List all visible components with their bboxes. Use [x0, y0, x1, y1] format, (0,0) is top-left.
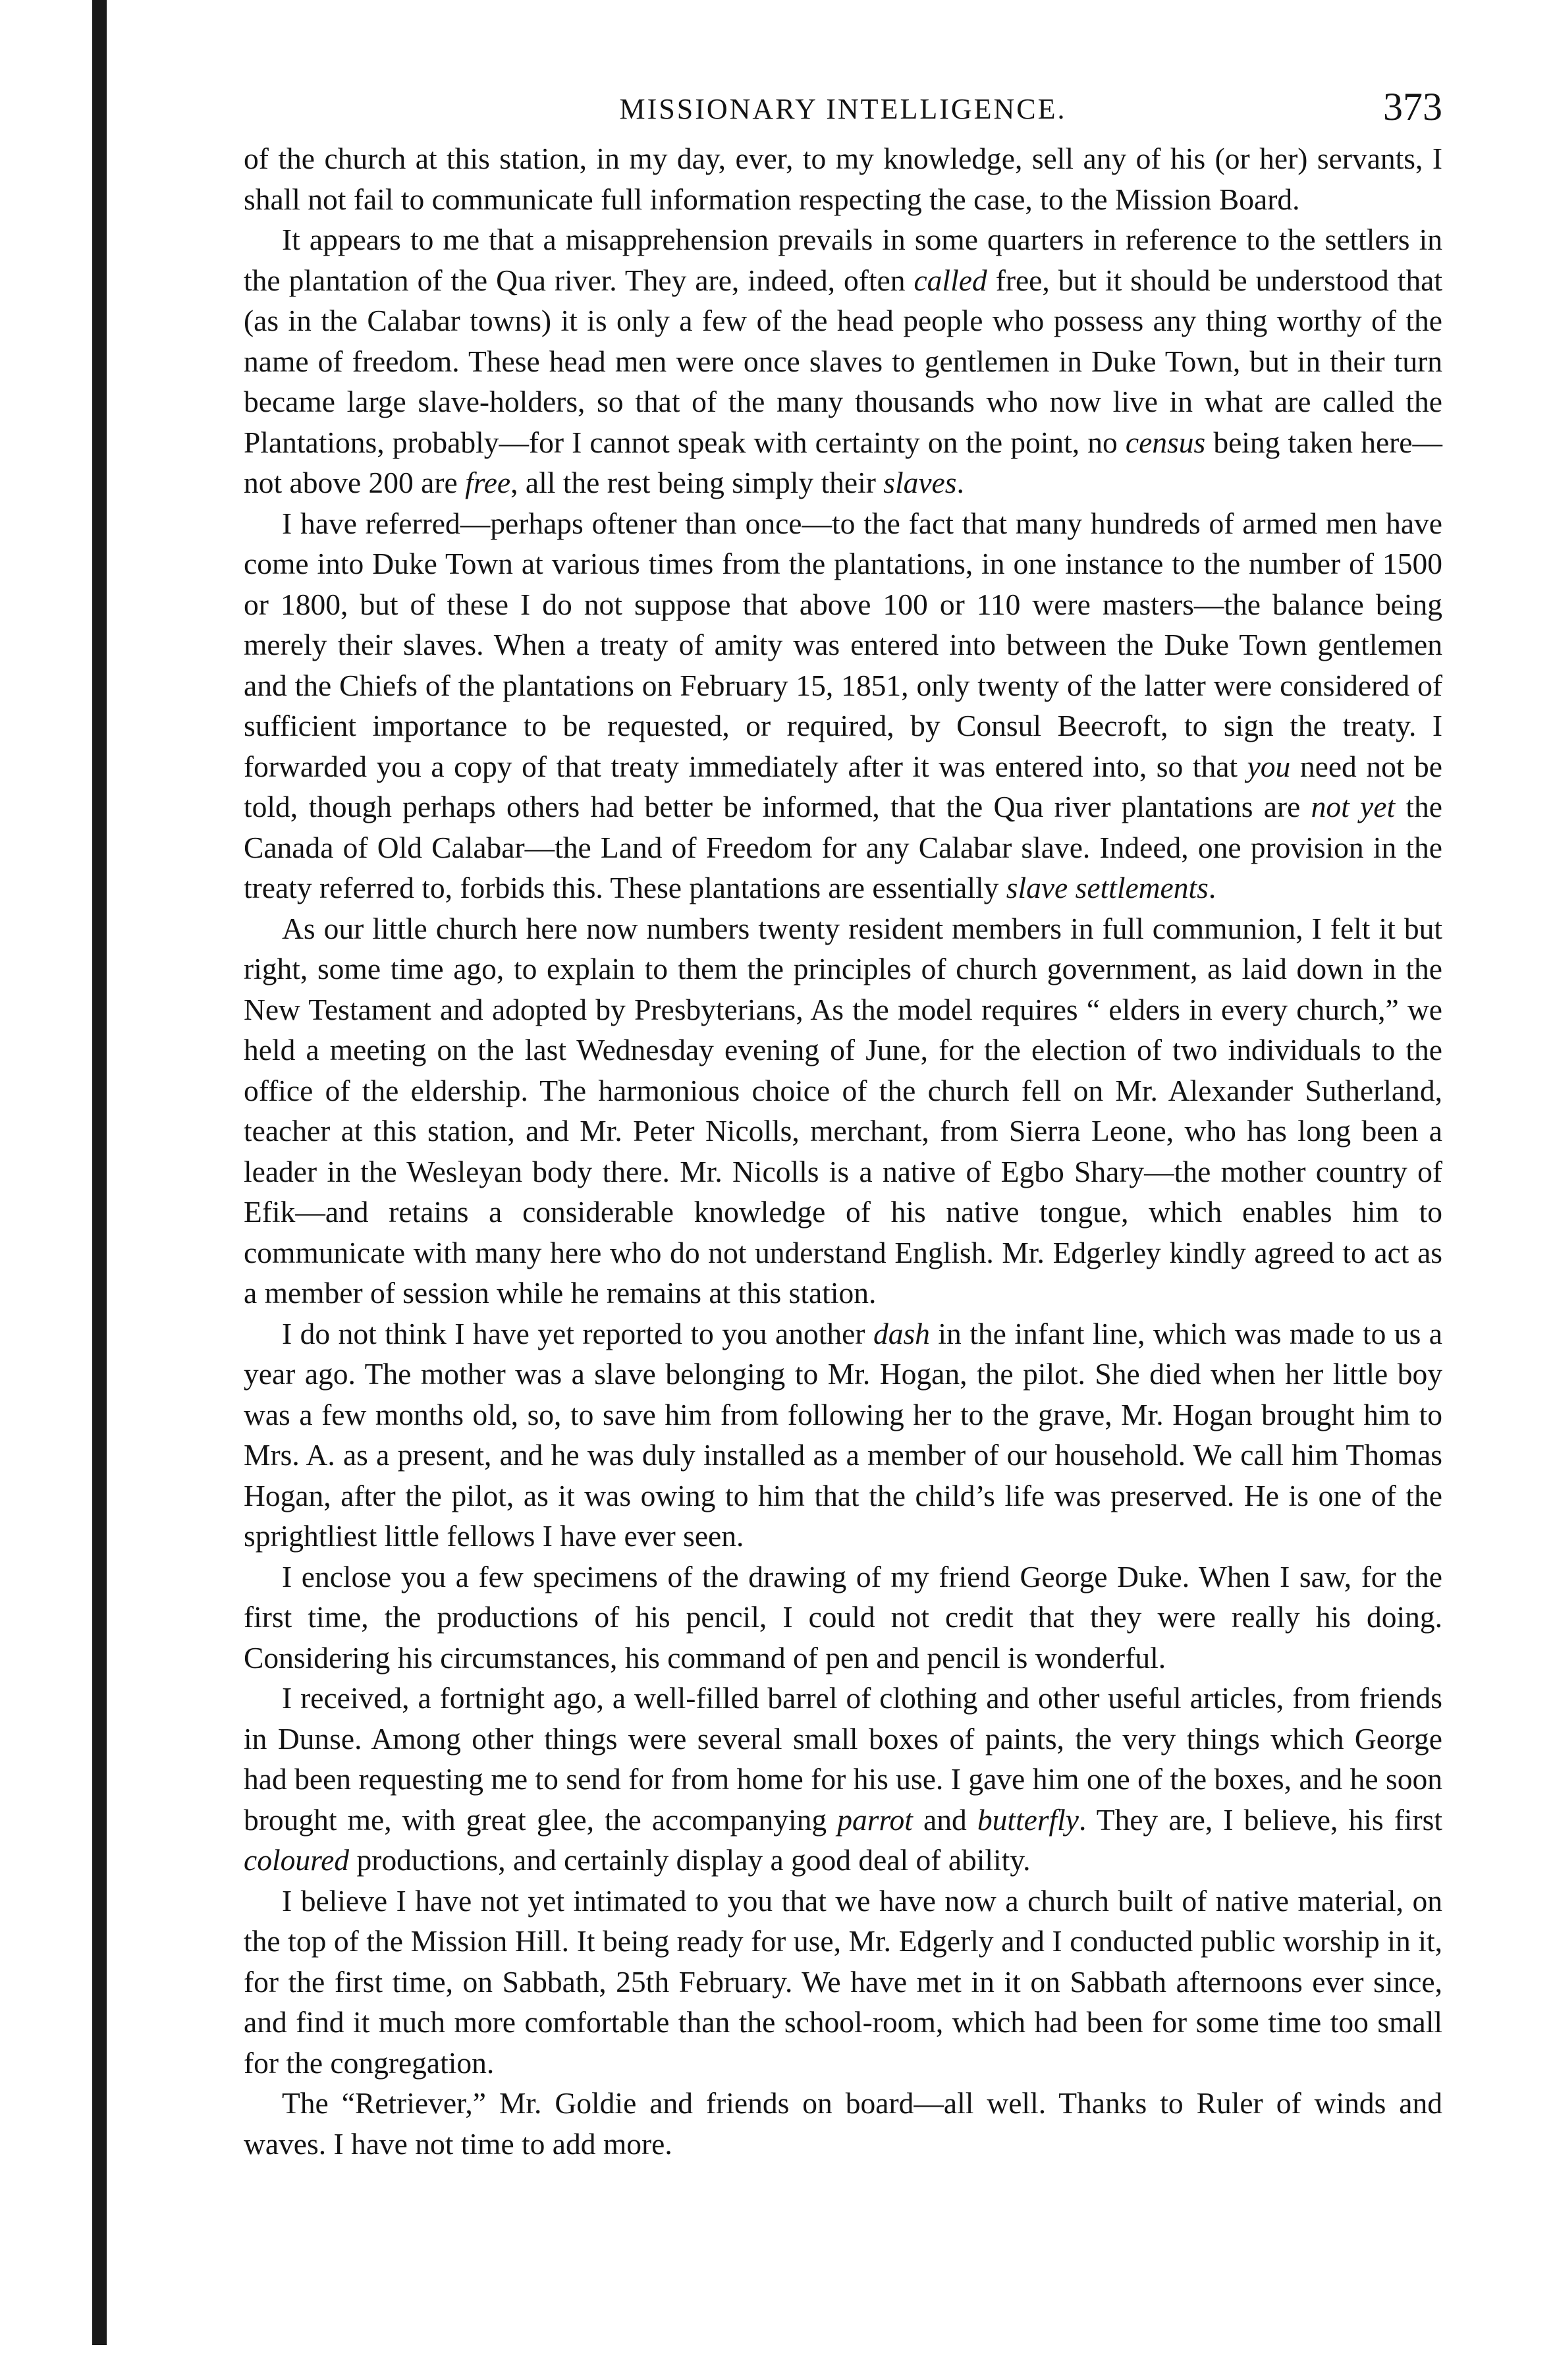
paragraph	[244, 1314, 1442, 1557]
running-head	[244, 79, 1442, 138]
text-run: and	[912, 1802, 977, 1837]
italic-text: called	[914, 263, 987, 297]
text-run: I received, a fortnight ago, a well-filled barrel of clothing and other useful articles, from friends in Dunse. Among other things were several small boxes of paints, the very things which George had been requesting me to send for from home for his use. I gave him one of the boxes, and he soon brought me, with great glee, the accompanying	[244, 1681, 1442, 1837]
text-run: in the infant line, which was made to us a year ago. The mother was a slave belonging to Mr. Hogan, the pilot. She died when her little boy was a few months old, so, to save him from following her to the grave, Mr. Hogan brought him to Mrs. A. as a present, and he was duly installed as a member of our household. We call him Thomas Hogan, after the pilot, as it was owing to him that the child’s life was preserved. He is one of the sprightliest little fellows I have ever seen.	[244, 1316, 1442, 1553]
text-run: I enclose you a few specimens of the drawing of my friend George Duke. When I saw, for the first time, the productions of his pencil, I could not credit that they were really his doing. Considering his circumstances, his command of pen and pencil is wonderful.	[244, 1559, 1442, 1674]
page-number: 373	[1383, 85, 1442, 128]
italic-text: slave settlements	[1006, 871, 1209, 904]
text-run: the Canada of Old Calabar—the Land of Freedom for any Calabar slave. Indeed, one provision in the treaty referred to, forbids this. These plantations are essentially	[244, 790, 1442, 904]
text-run: I have referred—perhaps oftener than once—to the fact that many hundreds of armed men have come into Duke Town at various times from the plantations, in one instance to the number of 1500 or 1800, but of these I do not suppose that above 100 or 110 were masters—the balance being merely their slaves. When a treaty of amity was entered into between the Duke Town gentlemen and the Chiefs of the plantations on February 15, 1851, only twenty of the latter were considered of sufficient importance to be requested, or required, by Consul Beecroft, to sign the treaty. I forwarded you a copy of that treaty immediately after it was entered into, so that	[244, 506, 1442, 783]
paragraph	[244, 2083, 1442, 2164]
text-run: I believe I have not yet intimated to you that we have now a church built of native material, on the top of the Mission Hill. It being ready for use, Mr. Edgerly and I conducted public worship in it, for the first time, on Sabbath, 25th February. We have met in it on Sabbath afternoons ever since, and find it much more comfortable than the school-room, which had been for some time too small for the congregation.	[244, 1883, 1442, 2080]
text-run: As our little church here now numbers twenty resident members in full communion, I felt it but right, some time ago, to explain to them the principles of church government, as laid down in the New Testament and adopted by Presbyterians, As the model requires “ elders in every church,” we held a meeting on the last Wednesday evening of June, for the election of two individuals to the office of the eldership. The harmonious choice of the church fell on Mr. Alexander Sutherland, teacher at this station, and Mr. Peter Nicolls, merchant, from Sierra Leone, who has long been a leader in the Wesleyan body there. Mr. Nicolls is a native of Egbo Shary—the mother country of Efik—and retains a considerable knowledge of his native tongue, which enables him to communicate with many here who do not understand English. Mr. Edgerley kindly agreed to act as a member of session while he remains at this station.	[244, 911, 1442, 1310]
text-run: need not be told, though perhaps others had better be informed, that the Qua river plantations are	[244, 749, 1442, 823]
italic-text: slaves	[883, 466, 957, 499]
binding-edge	[92, 0, 107, 2345]
running-title: MISSIONARY INTELLIGENCE.	[619, 93, 1067, 125]
text-run: .	[1208, 871, 1216, 904]
italic-text: free	[465, 466, 511, 499]
italic-text: not yet	[1311, 790, 1396, 823]
text-run: being taken here—not above 200 are	[244, 425, 1442, 499]
paragraph	[244, 908, 1442, 1314]
page	[244, 79, 1442, 2164]
text-run: The “Retriever,” Mr. Goldie and friends on board—all well. Thanks to Ruler of winds and waves. I have not time to add more.	[244, 2086, 1442, 2161]
text-run: , all the rest being simply their	[510, 466, 884, 499]
text-run: free, but it should be understood that (as in the Calabar towns) it is only a few of the head people who possess any thing worthy of the name of freedom. These head men were once slaves to gentlemen in Duke Town, but in their turn became large slave-holders, so that of the many thousands who now live in what are called the Plantations, probably—for I cannot speak with certainty on the point, no	[244, 263, 1442, 459]
body-text	[244, 138, 1442, 2164]
italic-text: census	[1125, 425, 1206, 459]
paragraph	[244, 138, 1442, 219]
text-run: . They are, I believe, his first	[1079, 1802, 1443, 1837]
text-run: productions, and certainly display a good deal of ability.	[349, 1843, 1031, 1877]
italic-text: coloured	[244, 1843, 350, 1877]
text-run: It appears to me that a misapprehension prevails in some quarters in reference to the settlers in the plantation of the Qua river. They are, indeed, often	[244, 223, 1442, 297]
italic-text: dash	[873, 1316, 930, 1350]
italic-text: parrot	[837, 1802, 913, 1837]
paragraph	[244, 503, 1442, 908]
italic-text: butterfly	[977, 1802, 1079, 1837]
italic-text: you	[1247, 749, 1291, 783]
paragraph	[244, 219, 1442, 503]
text-run: of the church at this station, in my day, ever, to my knowledge, sell any of his (or her) servants, I shall not fail to communicate full information respecting the case, to the Mission Board.	[244, 142, 1442, 216]
paragraph	[244, 1881, 1442, 2084]
paragraph	[244, 1557, 1442, 1678]
text-run: I do not think I have yet reported to you another	[282, 1316, 873, 1350]
paragraph	[244, 1678, 1442, 1881]
text-run: .	[956, 466, 964, 499]
